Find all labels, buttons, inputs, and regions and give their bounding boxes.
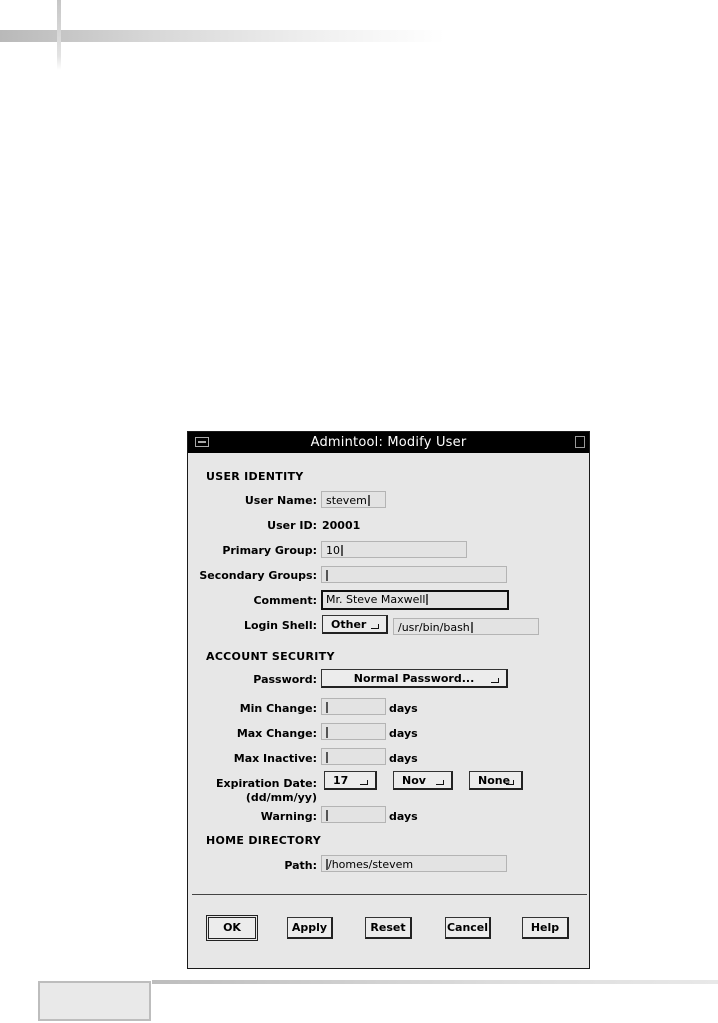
help-button[interactable]: Help	[522, 917, 569, 939]
path-label: Path:	[284, 859, 317, 872]
text-cursor-icon	[326, 727, 328, 738]
warning-unit: days	[389, 810, 418, 823]
user-name-field[interactable]	[321, 491, 386, 508]
page-top-decoration	[0, 30, 445, 42]
login-shell-label: Login Shell:	[243, 619, 317, 632]
text-cursor-icon	[471, 622, 473, 633]
login-shell-menu[interactable]	[322, 615, 388, 634]
window-resize-icon[interactable]	[575, 436, 585, 448]
text-cursor-icon	[326, 752, 328, 763]
max-inactive-field[interactable]	[321, 748, 386, 765]
password-label: Password:	[253, 673, 317, 686]
expiration-day-menu[interactable]	[324, 771, 377, 790]
password-menu-label: Normal Password...	[353, 672, 475, 685]
min-change-label: Min Change:	[239, 702, 317, 715]
text-cursor-icon	[326, 702, 328, 713]
page-number-tab	[38, 981, 151, 1021]
modify-user-dialog	[187, 431, 590, 969]
login-shell-path-value: /usr/bin/bash	[398, 621, 470, 634]
page-corner-decoration	[57, 0, 61, 70]
path-value: /homes/stevem	[328, 858, 414, 871]
expiration-month-label: Nov	[402, 774, 426, 787]
reset-button[interactable]: Reset	[365, 917, 412, 939]
account-security-heading: ACCOUNT SECURITY	[206, 650, 335, 663]
home-directory-heading: HOME DIRECTORY	[206, 834, 322, 847]
warning-field[interactable]	[321, 806, 386, 823]
min-change-field[interactable]	[321, 698, 386, 715]
expiration-year-menu[interactable]	[469, 771, 523, 790]
login-shell-menu-label: Other	[331, 618, 367, 631]
warning-label: Warning:	[260, 810, 317, 823]
secondary-groups-field[interactable]	[321, 566, 507, 583]
comment-label: Comment:	[253, 594, 317, 607]
text-cursor-icon	[368, 495, 370, 506]
max-change-label: Max Change:	[236, 727, 317, 740]
max-change-field[interactable]	[321, 723, 386, 740]
apply-button[interactable]: Apply	[287, 917, 333, 939]
text-cursor-icon	[326, 810, 328, 821]
max-inactive-unit: days	[389, 752, 418, 765]
min-change-unit: days	[389, 702, 418, 715]
expiration-date-format: (dd/mm/yy)	[245, 791, 317, 804]
menu-mark-icon	[371, 624, 379, 629]
login-shell-path-field[interactable]	[393, 618, 539, 635]
text-cursor-icon	[326, 570, 328, 581]
menu-mark-icon	[506, 780, 514, 785]
expiration-month-menu[interactable]	[393, 771, 453, 790]
user-name-value: stevem	[326, 494, 367, 507]
path-field[interactable]	[321, 855, 507, 872]
primary-group-value: 10	[326, 544, 340, 557]
user-name-label: User Name:	[244, 494, 317, 507]
user-id-label: User ID:	[267, 519, 317, 532]
text-cursor-icon	[426, 594, 428, 605]
expiration-date-label: Expiration Date:	[215, 777, 317, 790]
comment-value: Mr. Steve Maxwell	[326, 593, 426, 606]
expiration-day-label: 17	[333, 774, 349, 787]
password-menu[interactable]	[321, 669, 508, 688]
primary-group-label: Primary Group:	[222, 544, 317, 557]
ok-button[interactable]: OK	[208, 917, 256, 939]
cancel-button[interactable]: Cancel	[445, 917, 491, 939]
max-inactive-label: Max Inactive:	[233, 752, 317, 765]
comment-field[interactable]	[321, 590, 509, 610]
text-cursor-icon	[341, 545, 343, 556]
button-area-separator	[192, 894, 587, 895]
secondary-groups-label: Secondary Groups:	[199, 569, 317, 582]
window-title: Admintool: Modify User	[310, 435, 467, 450]
expiration-year-label: None	[478, 774, 511, 787]
primary-group-field[interactable]	[321, 541, 467, 558]
menu-mark-icon	[436, 780, 444, 785]
menu-mark-icon	[360, 780, 368, 785]
menu-mark-icon	[491, 678, 499, 683]
page-bottom-rule	[152, 980, 718, 984]
title-bar[interactable]	[188, 432, 589, 453]
user-id-value: 20001	[322, 519, 361, 532]
max-change-unit: days	[389, 727, 418, 740]
user-identity-heading: USER IDENTITY	[206, 470, 304, 483]
